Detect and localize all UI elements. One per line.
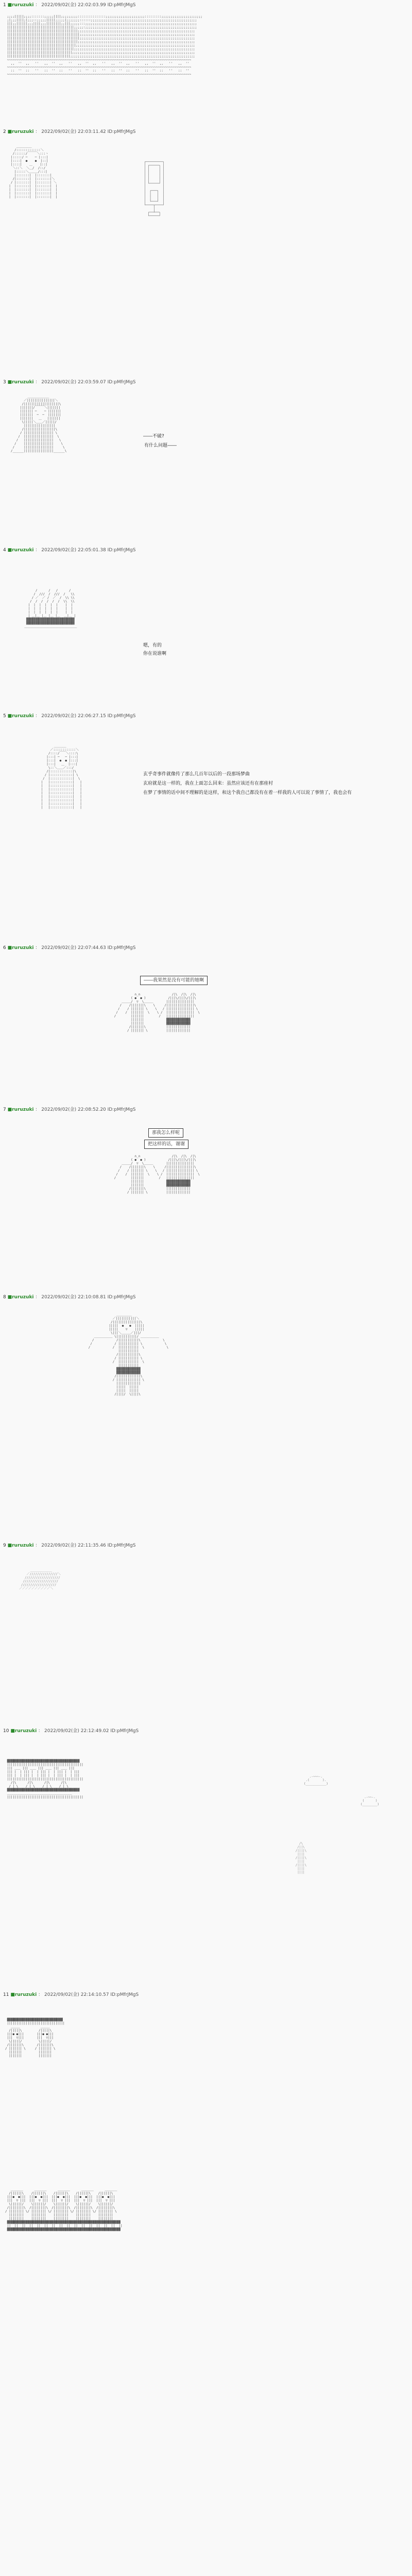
poster-name: ■ruruzuki xyxy=(10,1728,37,1734)
post-4 xyxy=(0,547,412,710)
ascii-art-character: ＿＿＿＿＿ /:::::::::::::＼ /::::::/￣￣￣＼:::ヽ |:::::/ ─ ─ |:::| |::::| ● ● |::| |::::| ＿ |::| ＼::＼ ＼＿/ /::/ |:::::＼＿＿＿/:::| |:::::::| |:::::::| /|:::::::| |:::::::|＼ / |:::::::| |:::::::| ＼ | |:::::::| |:::::::| | | |:::::::| |:::::::| | | |:::::::| |:::::::| | | |:::::::| |:::::::| | xyxy=(9,145,58,199)
post-10 xyxy=(0,1728,412,1989)
ascii-art: ;;;;|||||;;;;:::::::;;;;;||||;;;;;;;;;:::::::::::::::;;;;;;;;;;;;;;;;;;;;;:::::::::;;;;;;;;;;;;;;;;;;;;;; ;|;;;||||;|;;;::;;;;;|||||;;;;;|;;;;;;;::::::;;;;;;;;;;;;;;;;;;;;;;;;;;;;;;;;;;;;;;;;;;;;;;;;;;;;;;;;; |||;;||||||;;;||||;;;||||||||;;|||;;;;;:::;;;;;;;;;;;;;;;;;;;;;;;;;;;;;;;;;;;;;;;;;;;;;;;;;;;;;;;;;;;; ||||||||||||||||||||||||||||||||||||;;;;;:;;;;;;;;;;;;;;;;;;;;;;;;;;;;;;;;;;;;;;;;;;;;;;;;;;;;;;;;;;;; ||||||||||||||||||||||||||||||||||||||;;;;;;;;;;;;;;;;;;;;;;;;;;;;;;;;;;;;;;;;;;;;;;;;;;;;;;;;;;;;;;; |||||||||||||||||||||||||||||||||||||||;;;;;;;;;;;;;;;;;;;;;;;;;;;;;;;;;;;;;;;;;;;;;;;;;;;;;;;;;;;;;; |||||||||||||||||||||||||||||||||||||||;;;;;;;;;;;;;;;;;;;;;;;;;;;;;;;;;;;;;;;;;;;;;;;;;;;;;;;;;;;;;; ||||||||||||||||||||||||||||||||||||||;;;;;;;;;;;;;;;;;;;;;;;;;;;;;;;;;;;;;;;;;;;;;;;;;;;;;;;;;;;;;;; |||||||||||||||||||||||||||||||||||||;;;;;;;;;;;;;;;;;;;;;;;;;;;;;;;;;;;;;;;;;;;;;;;;;;;;;;;;;;;;;;;; ||||||||||||||||||||||||||||||||||||;;;;;;;;;;;;;;;;;;;;;;;;;;;;;;;;;;;;;;;;;;;;;;;;;;;;;;;;;;;;;;;;; |||||||||||||||||||||||||||||||||||;;;;;;;;;;;;;;;;;;;;;;;;;;;;;;;;;;;;;;;;;;;;;;;;;;;;;;;;;;;;;;;;;; ||||||||||||||||||||||||||||||||||;;;;;;;;;;;;;;;;;;;;;;;;;;;;;;;;;;;;;;;;;;;;;;;;;;;;;;;;;;;;;;;;;;; ~~~~~~~~~~~~~~~~~~~~~~~~~~~~~~~~~~~~~~~~~~~~~~~~~~~~~~~~~~~~~~~~~~~~~~~~~~~~~~~~~~~~~~~~~~~~~~~~~~~ ,, '' ,, '' ,, '' ,, '' ,, '' ,, '' ,, '' ,, '' ,, '' ,, '' ,, '' ~~~~~~~~~~~~~~~~~~~~~~~~~~~~~~~~~~~~~~~~~~~~~~~~~~~~~~~~~~~~~~~~~~~~~~~~~~~~~~~~~~~~~~~~~~~~~~~~~~~ :: '' :: '' :: '' :: '' :: '' :: '' :: '' :: '' :: '' :: '' :: '' ~~~~~~~~~~~~~~~~~~~~~~~~~~~~~~~~~~~~~~~~~~~~~~~~~~~~~~~~~~~~~~~~~~~~~~~~~~~~~~~~~~~~~~~~~~~~~~~~~~~ xyxy=(7,15,202,76)
ascii-art-cloud: .-~~~-. .( ). (___________) xyxy=(304,1775,328,1786)
post-date: 2022/09/02(金) 22:12:49.02 xyxy=(44,1728,109,1734)
poster-id[interactable]: ID:pMfrJMgS xyxy=(107,714,136,719)
poster-name: ■ruruzuki xyxy=(7,1543,34,1548)
poster-name: ■ruruzuki xyxy=(7,1295,34,1300)
post-header: 10 ■ruruzuki ： 2022/09/02(金) 22:12:49.02 ID:pMfrJMgS xyxy=(3,1728,139,1734)
post-number[interactable]: 9 xyxy=(3,1543,6,1548)
post-header: 3 ■ruruzuki ： 2022/09/02(金) 22:03:59.07 ID:pMfrJMgS xyxy=(3,380,136,385)
ascii-art-scene: ∩_∩ /|\ /|\ /|\ ( ● ● ) /|||\/|||\/|||\ ＿＿＿/ ▽ \＿＿＿ ||||||||||||||| / /|||||||\ \ /|||||||||||||||\ / / ||||||| \ \ / ||||||||||||||| \ / / ||||||| \ \ / ||||||||||||||| \ / ||||||| / ||||||||||||||| ||||||| ▓▓▓▓▓▓▓▓▓▓▓▓▓ ||||||| ▓▓▓▓▓▓▓▓▓▓▓▓▓ /|||||||\ ||||||||||||| / ||||||| \ ||||||||||||| xyxy=(114,993,200,1032)
post-number[interactable]: 6 xyxy=(3,945,6,951)
post-date: 2022/09/02(金) 22:06:27.15 xyxy=(41,714,106,719)
ascii-art-scene: ▓▓▓▓▓▓▓▓▓▓▓▓▓▓▓▓▓▓▓▓▓▓▓▓▓▓▓▓▓▓▓▓▓▓▓▓▓▓▓ ||||||||||||||||||||||||||||||||||||||||| ||| ＿＿ ||| ＿＿ ||| ＿＿ ||| ＿＿ ||| ||| | | ||| | | ||| | | ||| | | ||| ||| | | ||| | | ||| | | ||| | | ||| ||||||||||||||||||||||||||||||||||||||||| /|\ /|\ /|\ /|\ / | \ / | \ / | \ / | \ ▓▓▓▓▓▓▓▓▓▓▓▓▓▓▓▓▓▓▓▓▓▓▓▓▓▓▓▓▓▓▓▓▓▓▓▓▓▓▓ ＿＿＿＿＿＿＿＿＿＿＿＿＿＿＿＿＿＿＿＿＿ ||||||||||||||||||||||||||||||||||||||||| xyxy=(7,1759,83,1799)
post-header: 9 ■ruruzuki ： 2022/09/02(金) 22:11:35.46 ID:pMfrJMgS xyxy=(3,1543,136,1548)
poster-name: ■ruruzuki xyxy=(7,548,34,553)
post-date: 2022/09/02(金) 22:02:03.99 xyxy=(41,3,106,8)
ascii-art-cloud: .-~~-. ( ) (________) xyxy=(360,1795,380,1806)
post-number[interactable]: 4 xyxy=(3,548,6,553)
post-1 xyxy=(0,2,412,126)
post-date: 2022/09/02(金) 22:07:44.63 xyxy=(41,945,106,951)
post-6 xyxy=(0,945,412,1104)
poster-id[interactable]: ID:pMfrJMgS xyxy=(110,1992,139,1997)
dialogue-line: 有什么问题―― xyxy=(144,443,177,448)
post-date: 2022/09/02(金) 22:03:59.07 xyxy=(41,380,106,385)
ascii-art-characters: ＿＿＿＿ ＿＿＿＿ ＿＿＿＿ ＿＿＿＿ ＿＿＿＿ /||||||\ /||||||\ /||||||\ /||||||\ /||||||\ |||● ●||| |||● ●||| |||● ●||| |||● ●||| |||● ●||| ||| ▽ ||| ||| ▽ ||| ||| ▽ ||| ||| ▽ ||| ||| ▽ ||| \||||||/ \||||||/ \||||||/ \||||||/ \||||||/ /||||||||\ /||||||||\ /||||||||\ /||||||||\ /||||||||\ / |||||||| \/ |||||||| \/ |||||||| \/ |||||||| \/ |||||||| \ |||||||| |||||||| |||||||| |||||||| |||||||| |||||||| |||||||| |||||||| |||||||| |||||||| ▓▓▓▓▓▓▓▓▓▓▓▓▓▓▓▓▓▓▓▓▓▓▓▓▓▓▓▓▓▓▓▓▓▓▓▓▓▓▓▓▓▓▓▓▓▓▓▓▓▓▓▓▓▓▓▓▓▓▓▓▓ || || || || || || || || || || || || || || || || ▓▓▓▓▓▓▓▓▓▓▓▓▓▓▓▓▓▓▓▓▓▓▓▓▓▓▓▓▓▓▓▓▓▓▓▓▓▓▓▓▓▓▓▓▓▓▓▓▓▓▓▓▓▓▓▓▓▓▓▓▓ xyxy=(5,2188,123,2231)
ascii-art-creature: ＿＿＿＿＿ ／|||||||||||＼ /|||||||||||||||\ ||||| ● ● ||||| ||||| ▽ ||||| \|||＼＿＿＿／|||/ ＿＿＿＿＿＿ \|||||||||||/ ＿＿＿＿＿＿ / /|||||||||||\ \ / / ||||||||||| \ \ / / ||||||||||| \ \ ||||||||||| /|||||||||||\ / ||||||||||| \ / ||||||||||| \ ||||||||||| ▓▓▓▓▓▓▓▓▓▓▓▓▓ ▓▓▓▓▓▓▓▓▓▓▓▓▓ /|||||||||||||\ / ||||||||||||| \ ||||||||||||| ||||| ||||| ||||| ||||| /||||/ \||||\ xyxy=(88,1313,169,1396)
post-number[interactable]: 10 xyxy=(3,1728,9,1734)
poster-name: ■ruruzuki xyxy=(7,945,34,951)
poster-name: ■ruruzuki xyxy=(7,714,34,719)
post-number[interactable]: 3 xyxy=(3,380,6,385)
dialogue-line: 玄乎奇事件就像传了那么几百年以后的一段那场梦曲 xyxy=(143,772,250,777)
poster-id[interactable]: ID:pMfrJMgS xyxy=(107,3,136,8)
poster-id[interactable]: ID:pMfrJMgS xyxy=(107,380,136,385)
dialogue-line: 在梦了事情的话中间不理解的是这样，和这个我自己都没有在着一样我的人可以说了事情了，我也会有 xyxy=(143,790,352,795)
narration-box: 把这样的话，谢谢 xyxy=(144,1140,188,1149)
post-header: 1 ■ruruzuki ： 2022/09/02(金) 22:02:03.99 ID:pMfrJMgS xyxy=(3,3,136,8)
post-header: 8 ■ruruzuki ： 2022/09/02(金) 22:10:08.81 ID:pMfrJMgS xyxy=(3,1295,136,1300)
post-date: 2022/09/02(金) 22:05:01.38 xyxy=(41,548,106,553)
post-number[interactable]: 8 xyxy=(3,1295,6,1300)
dialogue-line: 你在说谁啊 xyxy=(143,651,167,656)
post-date: 2022/09/02(金) 22:14:10.57 xyxy=(44,1992,109,1997)
post-number[interactable]: 1 xyxy=(3,3,6,8)
poster-id[interactable]: ID:pMfrJMgS xyxy=(107,1107,136,1112)
post-date: 2022/09/02(金) 22:10:08.81 xyxy=(41,1295,106,1300)
post-2 xyxy=(0,129,412,376)
poster-name: ■ruruzuki xyxy=(10,1992,37,1997)
post-7 xyxy=(0,1107,412,1291)
post-date: 2022/09/02(金) 22:08:52.20 xyxy=(41,1107,106,1112)
post-number[interactable]: 2 xyxy=(3,129,6,134)
post-3 xyxy=(0,379,412,544)
dialogue-line: 玄府就是这一样的，我在上面怎么回来：虽然应该还有在那座村 xyxy=(143,781,273,786)
poster-name: ■ruruzuki xyxy=(7,3,34,8)
poster-name: ■ruruzuki xyxy=(7,380,34,385)
ascii-art-object: ┌─────────┐ │ ┌─────┐ │ │ │ │ │ │ │ │ │ │ │ │ │ │ │ │ │ │ └─────┘ │ │ │ │ ┌───┐ │ │ │ │ │ │ │ │ │ │ └───┘ │ └────┬────┘ │ ┌──┴──┐ └─────┘ xyxy=(144,160,165,218)
poster-id[interactable]: ID:pMfrJMgS xyxy=(107,129,136,134)
poster-id[interactable]: ID:pMfrJMgS xyxy=(107,1295,136,1300)
ascii-art-plant: /\ /||\ /||||\ |||| /||||\ |||| /||||\ |||| |||| xyxy=(295,1842,307,1874)
post-number[interactable]: 7 xyxy=(3,1107,6,1112)
poster-id[interactable]: ID:pMfrJMgS xyxy=(110,1728,139,1734)
ascii-art-character: ＿＿＿＿ ／::::::::::::＼ /::::/￣￣＼::::\ |:::| ─ ─ |:::| |:::| ● ● |:::| |:::| ＿ |:::| \::＼＿＿／:::/ /|::::::::::::|\ / |::::::::::::| \ / |::::::::::::| \ | |::::::::::::| | | |::::::::::::| | | |::::::::::::| | | |::::::::::::| | | |::::::::::::| | | |::::::::::::| | | |::::::::::::| | | |::::::::::::| | xyxy=(41,744,82,809)
post-date: 2022/09/02(金) 22:11:35.46 xyxy=(41,1543,106,1548)
post-5 xyxy=(0,713,412,942)
poster-name: ■ruruzuki xyxy=(7,1107,34,1112)
post-header: 11 ■ruruzuki ： 2022/09/02(金) 22:14:10.57 ID:pMfrJMgS xyxy=(3,1992,139,1997)
poster-id[interactable]: ID:pMfrJMgS xyxy=(107,1543,136,1548)
post-11 xyxy=(0,1992,412,2410)
dialogue-line: ――不破? xyxy=(143,434,164,439)
post-8 xyxy=(0,1294,412,1539)
post-number[interactable]: 11 xyxy=(3,1992,9,1997)
poster-id[interactable]: ID:pMfrJMgS xyxy=(107,945,136,951)
ascii-art-scene: / / / / / /// / /// / \\ / ／ ／ / ／ / \\ \\ / / / / / / \\ \\ | | | | | | | | | | | | | | | | | | | | | | | | | ＿|＿ |＿ |＿ |＿ ＿|＿ | ▓▓▓▓▓▓▓▓▓▓▓▓▓▓▓▓▓▓▓▓▓▓▓▓▓▓ ▓▓▓▓▓▓▓▓▓▓▓▓▓▓▓▓▓▓▓▓▓▓▓▓▓▓ ＿＿＿＿＿＿＿＿＿＿＿＿＿＿＿＿＿ xyxy=(24,589,77,629)
post-header: 7 ■ruruzuki ： 2022/09/02(金) 22:08:52.20 ID:pMfrJMgS xyxy=(3,1107,136,1112)
ascii-art-character: ＿＿＿＿＿＿＿ ／|||||||||||||||＼ /|||||||||||||||||||\ |||||||/￣￣￣＼||||||| ||||||| ─ ─ ||||||| ||||||| ─ ─ ||||||| ||||||| ＿ ||||||| \|||||＼＿＿／|||||/ ||||||||||||||||| /|||||||||||||||||\ / |||||||||||||||| \ / |||||||||||||||| \ / |||||||||||||||| \ / |||||||||||||||| \ / |||||||||||||||| \ /______||||||||||||||||______\ xyxy=(10,395,67,453)
poster-id[interactable]: ID:pMfrJMgS xyxy=(107,548,136,553)
post-header: 2 ■ruruzuki ： 2022/09/02(金) 22:03:11.42 ID:pMfrJMgS xyxy=(3,129,136,134)
ascii-art-scene: ∩_∩ /|\ /|\ /|\ ( ● ● ) /|||\/|||\/|||\ ＿＿＿/ ▽ \＿＿＿ ||||||||||||||| / /|||||||\ \ /|||||||||||||||\ / / ||||||| \ \ / ||||||||||||||| \ / / ||||||| \ \ / ||||||||||||||| \ / ||||||| / ||||||||||||||| ||||||| ▓▓▓▓▓▓▓▓▓▓▓▓▓ ||||||| ▓▓▓▓▓▓▓▓▓▓▓▓▓ /|||||||\ ||||||||||||| / ||||||| \ ||||||||||||| xyxy=(114,1155,200,1194)
dialogue-line: 嗯，有的 xyxy=(143,643,162,648)
post-number[interactable]: 5 xyxy=(3,714,6,719)
ascii-art-scene: ＿＿＿＿＿＿＿ ／///////////////＼ /////////////////// /////////////////// /////////////////// ／／／／／／／／／／＼ xyxy=(19,1569,61,1590)
post-header: 4 ■ruruzuki ： 2022/09/02(金) 22:05:01.38 ID:pMfrJMgS xyxy=(3,548,136,553)
post-date: 2022/09/02(金) 22:03:11.42 xyxy=(41,129,106,134)
post-header: 6 ■ruruzuki ： 2022/09/02(金) 22:07:44.63 ID:pMfrJMgS xyxy=(3,945,136,951)
post-header: 5 ■ruruzuki ： 2022/09/02(金) 22:06:27.15 ID:pMfrJMgS xyxy=(3,714,136,719)
ascii-art-characters: ▓▓▓▓▓▓▓▓▓▓▓▓▓▓▓▓▓▓▓▓▓▓▓▓▓▓▓▓▓▓ ||||||||||||||||||||||||||||||| ＿＿＿ ＿＿＿ /|||||\ /|||||\ |||● ●||| |||● ●||| ||| ▽||| ||| ▽||| \|||||/ \|||||/ /|||||||\ /|||||||\ / ||||||| \ / ||||||| \ ||||||| ||||||| ||||||| ||||||| xyxy=(5,2018,65,2058)
poster-name: ■ruruzuki xyxy=(7,129,34,134)
narration-box: 那我怎么样呢 xyxy=(148,1128,183,1138)
narration-box: ――我果然是没有可能的她啊 xyxy=(140,976,208,985)
post-9 xyxy=(0,1543,412,1725)
